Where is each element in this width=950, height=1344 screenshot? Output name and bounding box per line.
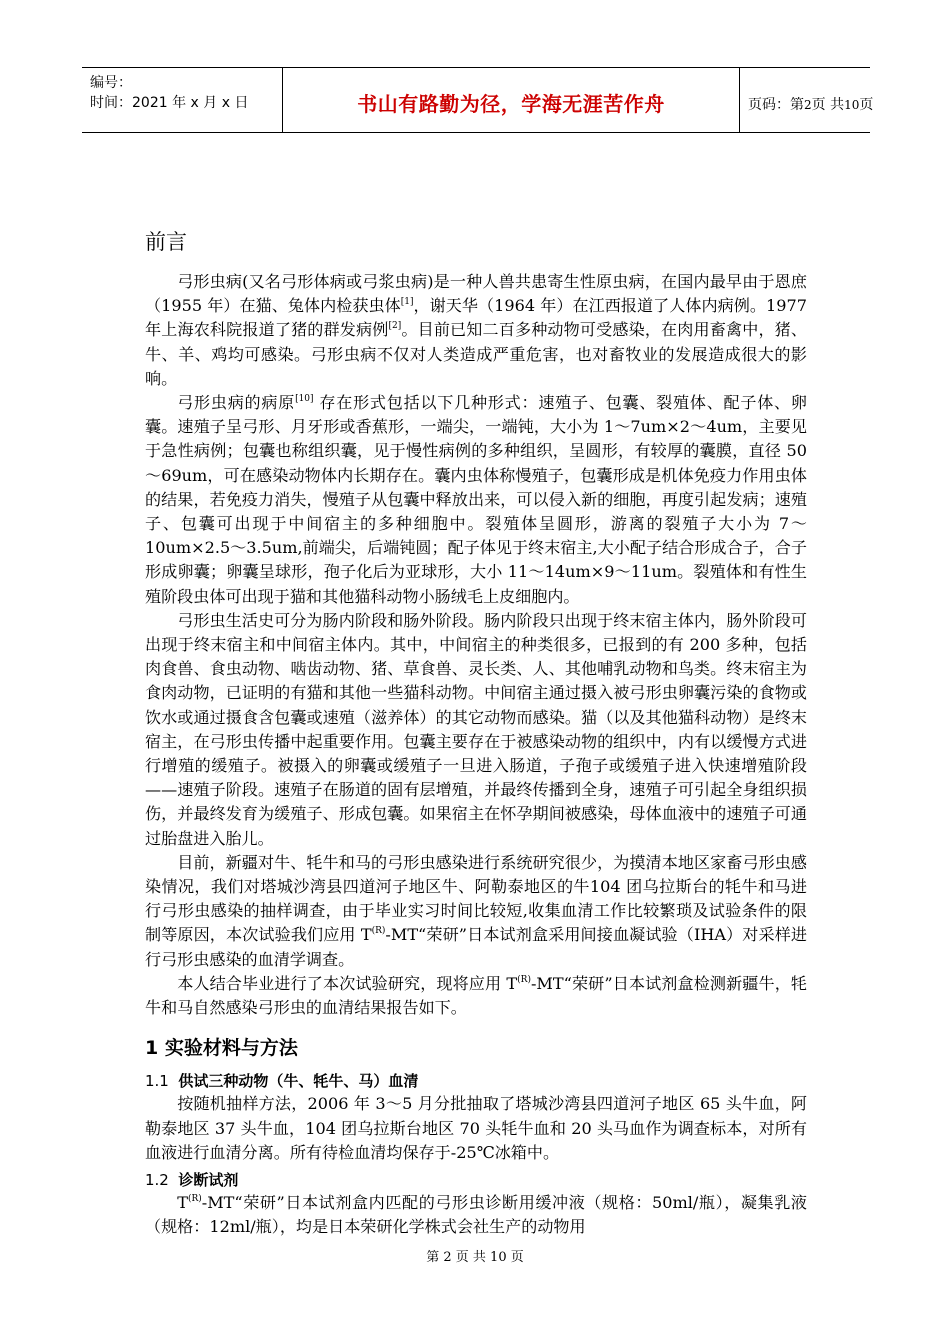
registered-mark: (R): [187, 1193, 202, 1204]
paragraph-lifecycle: 弓形虫生活史可分为肠内阶段和肠外阶段。肠内阶段只出现于终末宿主体内，肠外阶段可出现于终末宿主和中间宿主体内。其中，中间宿主的种类很多，已报到的有 200 多种，包括肉食兽、食虫动物、啮齿动物、猪、草食兽、灵长类、人、其他哺乳动物和鸟类。终末宿主为食肉动物，已证明的有猫和其他一些猫科动物。中间宿主通过摄入被弓形虫卵囊污染的食物或饮水或通过摄食含包囊或速殖（滋养体）的其它动物而感染。猫（以及其他猫科动物）是终末宿主，在弓形虫传播中起重要作用。包囊主要存在于被感染动物的组织中，内有以缓慢方式进行增殖的缓殖子。被摄入的卵囊或缓殖子一旦进入肠道，子孢子或缓殖子进入快速增殖阶段——速殖子阶段。速殖子在肠道的固有层增殖，并最终传播到全身，速殖子可引起全身组织损伤，并最终发育为缓殖子、形成包囊。如果宿主在怀孕期间被感染，母体血液中的速殖子可通过胎盘进入胎儿。: [145, 610, 807, 848]
paragraph-report-intro: [145, 972, 807, 1020]
paragraph-reagents-text-a: T: [177, 1192, 188, 1212]
heading-materials-methods: 1 实验材料与方法: [145, 1037, 298, 1060]
paragraph-study-background: [145, 851, 807, 972]
registered-mark: (R): [371, 926, 386, 937]
header-meta-cell: [82, 68, 282, 132]
subheading-reagents-text: 诊断试剂: [178, 1170, 239, 1189]
paragraph-intro: [145, 270, 807, 391]
citation-10: [10]: [295, 394, 314, 405]
paragraph-intro-text-b: ，谢天华（1964 年）在江西报道了人体内病例。1977 年上海农科院报道了猪的群发病例: [145, 296, 807, 340]
paragraph-reagents: [145, 1191, 807, 1239]
subheading-serum-text: 供试三种动物（牛、牦牛、马）血清: [178, 1072, 419, 1091]
header-motto: 书山有路勤为径，学海无涯苦作舟: [357, 92, 665, 116]
paragraph-pathogen: [145, 391, 807, 609]
page-label-mid: 页 共: [811, 97, 845, 113]
citation-1: [1]: [400, 297, 414, 308]
page-footer: 第 2 页 共 10 页: [426, 1250, 524, 1265]
page-label-suffix: 页: [859, 97, 874, 113]
subheading-serum: [145, 1070, 807, 1092]
subheading-reagents: [145, 1169, 807, 1191]
header-motto-cell: [282, 68, 740, 132]
page-header: [82, 67, 874, 133]
header-page-info: [748, 94, 873, 114]
paragraph-reagents-text-b: -MT“荣研”日本试剂盒内匹配的弓形虫诊断用缓冲液（规格：50ml/瓶），凝集乳液（规格：12ml/瓶），均是日本荣研化学株式会社生产的动物用: [145, 1192, 807, 1237]
page-label-prefix: 页码：第: [748, 97, 804, 113]
document-time-label: 时间：2021 年 x 月 x 日: [90, 95, 249, 111]
section-title-preface: 前言: [145, 230, 187, 254]
paragraph-study-text-a: 目前，新疆对牛、牦牛和马的弓形虫感染进行系统研究很少，为摸清本地区家畜弓形虫感染情况，我们对塔城沙湾县四道河子地区牛、阿勒泰地区的牛104 团乌拉斯台的牦牛和马进行弓形虫感染的抽样调查，由于毕业实习时间比较短,收集血清工作比较繁琐及试验条件的限制等原因，本次试验我们应用 T: [145, 852, 807, 945]
citation-2: [2]: [388, 321, 402, 332]
paragraph-sampling: 按随机抽样方法，2006 年 3～5 月分批抽取了塔城沙湾县四道河子地区 65 头牛血，阿勒泰地区 37 头牛血，104 团乌拉斯台地区 70 头牦牛血和 20 头马血作为调查标本，对所有血液进行血清分离。所有待检血清均保存于-25℃冰箱中。: [145, 1094, 807, 1162]
paragraph-report-text-a: 本人结合毕业进行了本次试验研究，现将应用 T: [177, 973, 518, 993]
page-total-number: 10: [844, 98, 860, 112]
paragraph-intro-text-a: 弓形虫病(又名弓形体病或弓浆虫病)是一种人兽共患寄生性原虫病，在国内最早由于恩庶（1955 年）在猫、兔体内检获虫体: [145, 272, 807, 316]
subheading-reagents-number: 1.2: [145, 1170, 169, 1189]
paragraph-intro-text-c: 。目前已知二百多种动物可受感染，在肉用畜禽中，猪、牛、羊、鸡均可感染。弓形虫病不仅对人类造成严重危害，也对畜牧业的发展造成很大的影响。: [145, 320, 807, 388]
paragraph-pathogen-text-b: 存在形式包括以下几种形式：速殖子、包囊、裂殖体、配子体、卵囊。速殖子呈弓形、月牙形或香蕉形，一端尖，一端钝，大小为 1～7um×2～4um，主要见于急性病例；包囊也称组织囊，见于慢性病例的多种组织，呈圆形，有较厚的囊膜，直径 50～69um，可在感染动物体内长期存在。囊内虫体称慢殖子，包囊形成是机体免疫力作用虫体的结果，若免疫力消失，慢殖子从包囊中释放出来，可以侵入新的细胞，再度引起发病；速殖子、包囊可出现于中间宿主的多种细胞中。裂殖体呈圆形，游离的裂殖子大小为 7～10um×2.5～3.5um,前端尖，后端钝圆；配子体见于终末宿主,大小配子结合形成合子，合子形成卵囊；卵囊呈球形，孢子化后为亚球形，大小 11～14um×9～11um。裂殖体和有性生殖阶段虫体可出现于猫和其他猫科动物小肠绒毛上皮细胞内。: [145, 393, 807, 606]
header-page-cell: [738, 68, 874, 132]
document-number-label: 编号：: [90, 75, 132, 91]
paragraph-pathogen-text-a: 弓形虫病的病原: [177, 393, 296, 413]
subheading-serum-number: 1.1: [145, 1072, 169, 1091]
registered-mark: (R): [517, 974, 531, 985]
paragraph-study-text-b: -MT“荣研”日本试剂盒采用间接血凝试验（IHA）对采样进行弓形虫感染的血清学调查。: [145, 925, 807, 969]
paragraph-report-text-b: -MT“荣研”日本试剂盒检测新疆牛，牦牛和马自然感染弓形虫的血清结果报告如下。: [145, 973, 807, 1018]
page-current-number: 2: [804, 98, 812, 112]
document-body: [145, 228, 807, 1239]
